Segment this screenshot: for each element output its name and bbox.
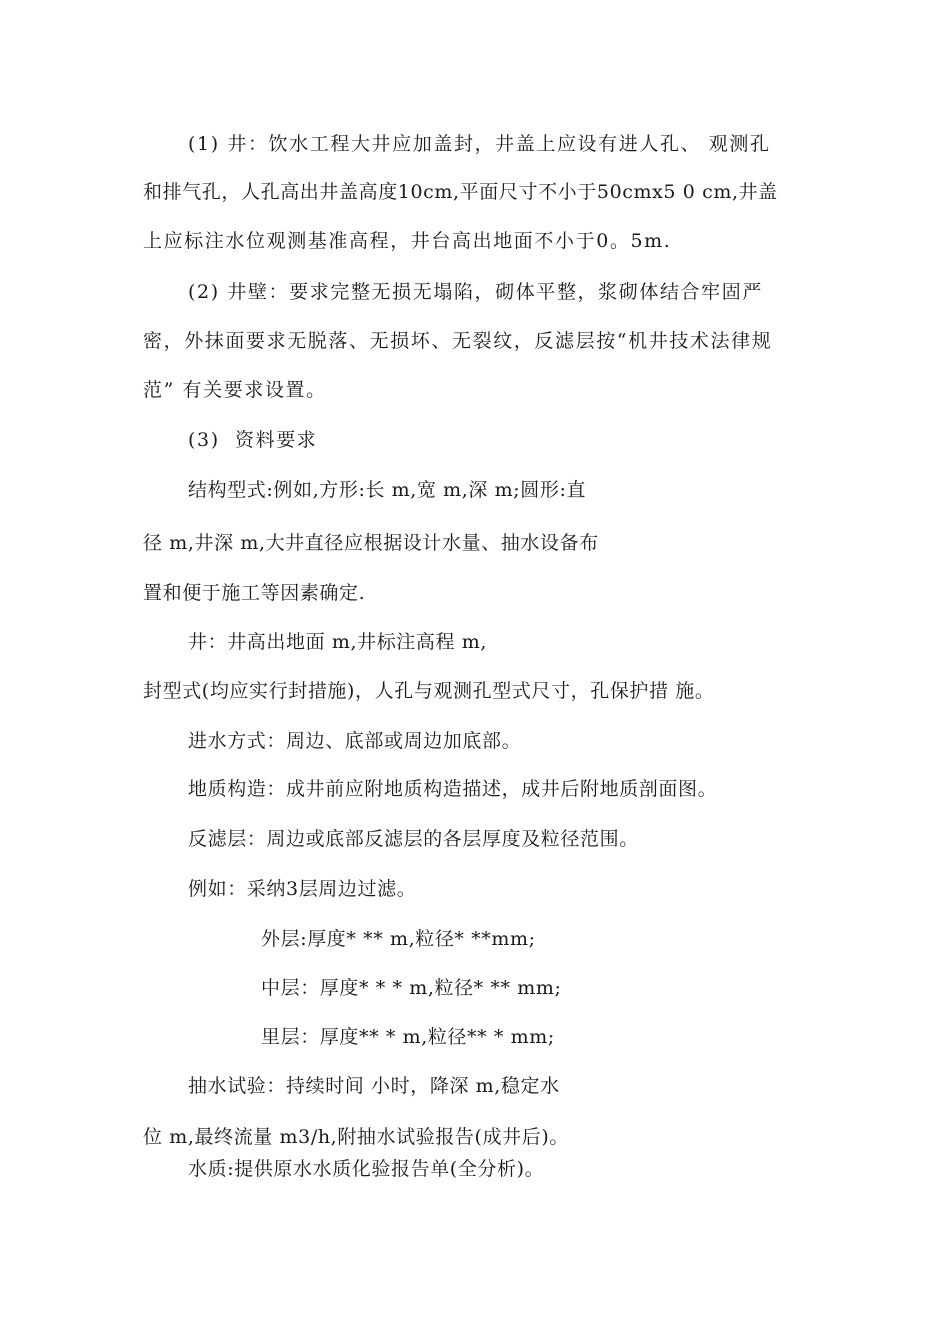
paragraph-2-line-1: (2) 井壁：要求完整无损无塌陷，砌体平整，浆砌体结合牢固严 <box>188 281 763 303</box>
water-quality-line: 水质:提供原水水质化验报告单(全分析)。 <box>188 1158 545 1180</box>
paragraph-2-line-3: 范” 有关要求设置。 <box>143 379 327 401</box>
well-line-2: 封型式(均应实行封措施)，人孔与观测孔型式尺寸，孔保护措 施。 <box>143 680 715 702</box>
paragraph-1-line-2: 和排气孔，人孔高出井盖高度10cm,平面尺寸不小于50cmx5 0 cm,井盖 <box>143 181 778 203</box>
pumping-test-line-2: 位 m,最终流量 m3/h,附抽水试验报告(成井后)。 <box>143 1126 569 1148</box>
paragraph-1-line-1: (1) 井：饮水工程大井应加盖封，井盖上应设有进人孔、 观测孔 <box>188 133 771 155</box>
paragraph-2-line-2: 密，外抹面要求无脱落、无损坏、无裂纹，反滤层按“机井技术法律规 <box>143 330 773 352</box>
paragraph-3-heading: (3) 资料要求 <box>188 429 318 451</box>
middle-layer-line: 中层：厚度* * * m,粒径* ** mm; <box>261 977 562 999</box>
outer-layer-line: 外层:厚度* ** m,粒径* **mm; <box>261 928 536 950</box>
geology-line: 地质构造：成井前应附地质构造描述，成井后附地质剖面图。 <box>188 778 718 800</box>
water-inlet-line: 进水方式：周边、底部或周边加底部。 <box>188 730 522 752</box>
paragraph-1-line-3: 上应标注水位观测基准高程，井台高出地面不小于0。5m. <box>143 230 672 252</box>
structure-line-2: 径 m,井深 m,大井直径应根据设计水量、抽水设备布 <box>143 532 599 554</box>
structure-line-1: 结构型式:例如,方形:长 m,宽 m,深 m;圆形:直 <box>188 479 587 501</box>
pumping-test-line-1: 抽水试验：持续时间 小时，降深 m,稳定水 <box>188 1075 560 1097</box>
inner-layer-line: 里层：厚度** * m,粒径** * mm; <box>261 1026 555 1048</box>
structure-line-3: 置和便于施工等因素确定. <box>143 582 366 604</box>
filter-layer-line: 反滤层：周边或底部反滤层的各层厚度及粒径范围。 <box>188 828 639 850</box>
example-line: 例如：采纳3层周边过滤。 <box>188 878 417 900</box>
well-line-1: 井：井高出地面 m,井标注高程 m, <box>188 631 487 653</box>
